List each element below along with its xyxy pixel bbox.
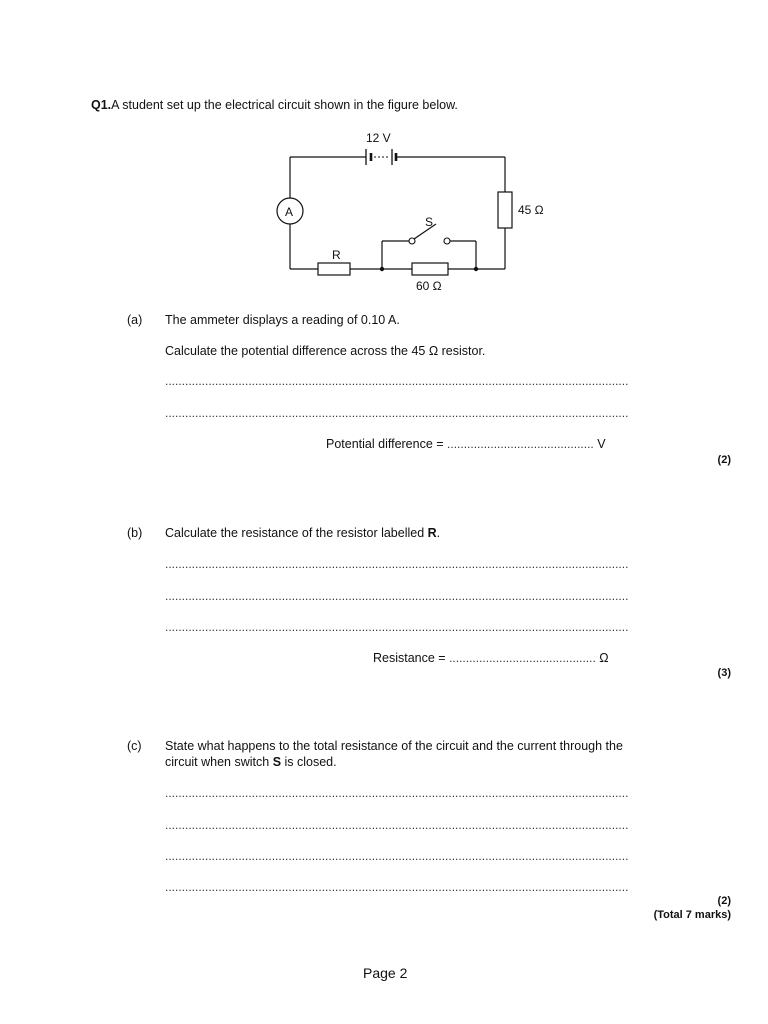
answer-line[interactable]: ........................................................................................................................................... — [165, 589, 629, 603]
part-b-answer-field[interactable]: ............................................ — [449, 651, 596, 665]
answer-line[interactable]: ........................................................................................................................................... — [165, 880, 629, 894]
part-a-answer-unit: V — [597, 437, 606, 451]
resistor-r-label: R — [332, 248, 341, 262]
part-c-bold-s: S — [272, 755, 282, 769]
switch-label: S — [425, 215, 434, 229]
part-b-letter: (b) — [127, 526, 143, 540]
ammeter-symbol — [277, 198, 303, 224]
junction-dot — [380, 267, 384, 271]
answer-line[interactable]: ........................................................................................................................................... — [165, 818, 629, 832]
part-a-answer-row — [326, 437, 606, 452]
part-b-line1-end: . — [436, 526, 441, 540]
junction-dot — [474, 267, 478, 271]
part-b-bold-r: R — [427, 526, 437, 540]
ammeter-label: A — [285, 205, 294, 219]
part-b-answer-unit: Ω — [599, 651, 609, 665]
part-c-line2-text: circuit when switch — [165, 755, 273, 769]
part-b-answer-prefix: Resistance = — [373, 651, 450, 665]
answer-line[interactable]: ........................................................................................................................................... — [165, 620, 629, 634]
part-c-marks: (2) — [717, 895, 731, 907]
part-b-answer-row — [373, 651, 609, 666]
resistor-60-symbol — [412, 263, 448, 275]
part-a-answer-prefix: Potential difference = — [326, 437, 448, 451]
question-heading — [91, 98, 458, 113]
part-c-line2-end: is closed. — [281, 755, 337, 769]
circuit-diagram — [262, 128, 552, 298]
part-b-marks: (3) — [717, 667, 731, 679]
part-a-answer-field[interactable]: ............................................ — [447, 437, 594, 451]
answer-line[interactable]: ........................................................................................................................................... — [165, 849, 629, 863]
part-b-line1-text: Calculate the resistance of the resistor labelled — [165, 526, 428, 540]
question-number: Q1. — [91, 98, 112, 112]
answer-line[interactable]: ........................................................................................................................................... — [165, 557, 629, 571]
answer-line[interactable]: ........................................................................................................................................... — [165, 374, 629, 388]
resistor-r-symbol — [318, 263, 350, 275]
part-a-line1: The ammeter displays a reading of 0.10 A. — [165, 313, 400, 327]
part-b-line1 — [165, 526, 440, 541]
part-c-letter: (c) — [127, 739, 142, 753]
part-a-marks: (2) — [717, 454, 731, 466]
resistor-60-label: 60 Ω — [416, 279, 442, 293]
part-a-letter: (a) — [127, 313, 143, 327]
page-number: Page 2 — [363, 965, 408, 981]
part-a-line2: Calculate the potential difference across the 45 Ω resistor. — [165, 344, 486, 358]
part-c-line2 — [165, 755, 337, 770]
battery-label: 12 V — [366, 131, 391, 145]
answer-line[interactable]: ........................................................................................................................................... — [165, 406, 629, 420]
resistor-45-label: 45 Ω — [518, 203, 544, 217]
question-intro: A student set up the electrical circuit shown in the figure below. — [111, 98, 458, 112]
resistor-45-symbol — [498, 192, 512, 228]
part-c-line1: State what happens to the total resistance of the circuit and the current through the — [165, 739, 623, 753]
answer-line[interactable]: ........................................................................................................................................... — [165, 786, 629, 800]
total-marks: (Total 7 marks) — [653, 909, 731, 921]
battery-symbol — [366, 149, 396, 165]
